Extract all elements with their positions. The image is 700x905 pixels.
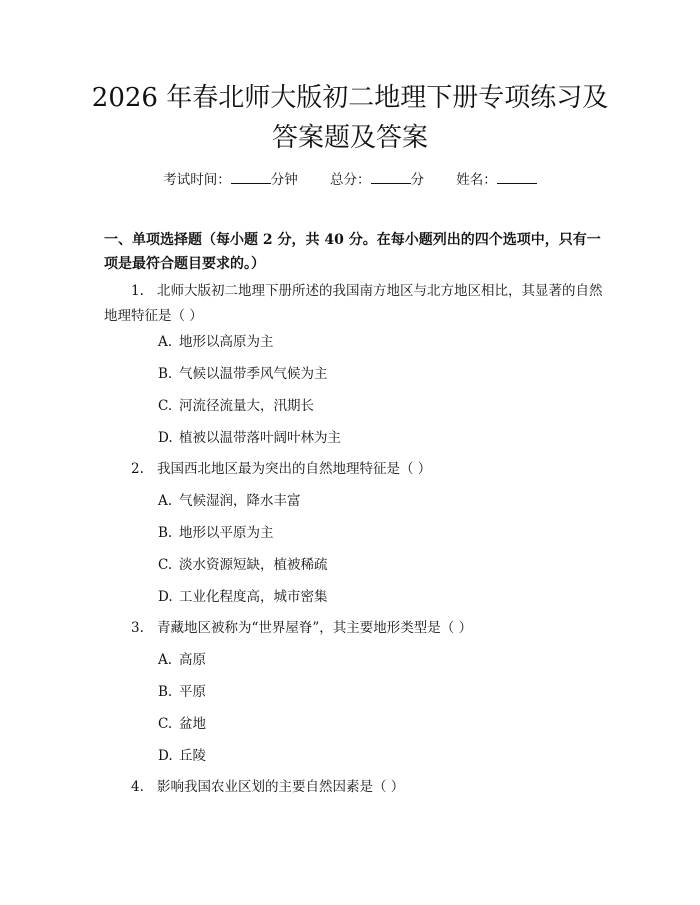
page-title: [60, 78, 640, 158]
option-letter: A.: [158, 334, 173, 350]
option-letter: C.: [158, 716, 173, 732]
question-3-option-c: [158, 714, 558, 734]
option-letter: C.: [158, 398, 173, 414]
exam-time: [163, 172, 302, 188]
section-heading: 一、单项选择题（每小题 2 分，共 40 分。在每小题列出的四个选项中，只有一项是最符合题目要求的。）: [104, 232, 601, 272]
option-text: 盆地: [179, 716, 206, 732]
option-letter: D.: [158, 430, 173, 446]
student-name-label: 姓名：: [456, 172, 497, 188]
exam-meta: [0, 168, 700, 188]
total-score-label: 总分：: [330, 172, 371, 188]
option-text: 植被以温带落叶阔叶林为主: [179, 430, 341, 446]
exam-time-blank: [231, 182, 271, 184]
question-1: [104, 279, 604, 329]
question-2-option-d: [158, 587, 558, 607]
option-letter: D.: [158, 589, 173, 605]
option-text: 河流径流量大，汛期长: [179, 398, 314, 414]
total-score-unit: 分: [410, 172, 424, 188]
question-3-option-d: [158, 746, 558, 766]
question-3-option-b: [158, 682, 558, 702]
question-2-option-c: [158, 555, 558, 575]
question-3: [104, 616, 604, 641]
question-1-option-c: [158, 396, 558, 416]
question-2-option-b: [158, 523, 558, 543]
option-text: 气候湿润，降水丰富: [179, 493, 301, 509]
question-1-option-a: [158, 332, 558, 352]
question-number: 4.: [131, 779, 144, 795]
question-stem: 北师大版初二地理下册所述的我国南方地区与北方地区相比，其显著的自然地理特征是（ ）: [104, 283, 603, 324]
question-2: [104, 457, 604, 482]
option-letter: B.: [158, 366, 173, 382]
option-letter: B.: [158, 525, 173, 541]
option-text: 平原: [179, 684, 206, 700]
question-2-option-a: [158, 491, 558, 511]
student-name-blank: [497, 182, 537, 184]
option-letter: D.: [158, 748, 173, 764]
question-4: [104, 775, 604, 800]
exam-time-label: 考试时间：: [163, 172, 231, 188]
option-letter: B.: [158, 684, 173, 700]
student-name: [456, 172, 537, 188]
question-number: 1.: [131, 283, 144, 299]
option-text: 地形以平原为主: [179, 525, 274, 541]
total-score: [330, 172, 428, 188]
question-1-option-d: [158, 428, 558, 448]
question-1-option-b: [158, 364, 558, 384]
option-text: 淡水资源短缺，植被稀疏: [179, 557, 328, 573]
option-letter: A.: [158, 493, 173, 509]
option-text: 地形以高原为主: [179, 334, 274, 350]
question-stem: 我国西北地区最为突出的自然地理特征是（ ）: [157, 461, 432, 477]
total-score-blank: [371, 182, 411, 184]
question-stem: 影响我国农业区划的主要自然因素是（ ）: [157, 779, 405, 795]
option-text: 工业化程度高，城市密集: [179, 589, 328, 605]
option-letter: C.: [158, 557, 173, 573]
exam-time-unit: 分钟: [270, 172, 298, 188]
question-number: 3.: [131, 620, 144, 636]
option-text: 高原: [179, 652, 206, 668]
question-3-option-a: [158, 650, 558, 670]
title-line-2: 答案题及答案: [271, 123, 428, 153]
question-stem: 青藏地区被称为“世界屋脊”，其主要地形类型是（ ）: [157, 620, 473, 636]
title-line-1: 2026 年春北师大版初二地理下册专项练习及: [91, 83, 609, 113]
option-text: 气候以温带季风气候为主: [179, 366, 328, 382]
option-text: 丘陵: [179, 748, 206, 764]
question-number: 2.: [131, 461, 144, 477]
option-letter: A.: [158, 652, 173, 668]
